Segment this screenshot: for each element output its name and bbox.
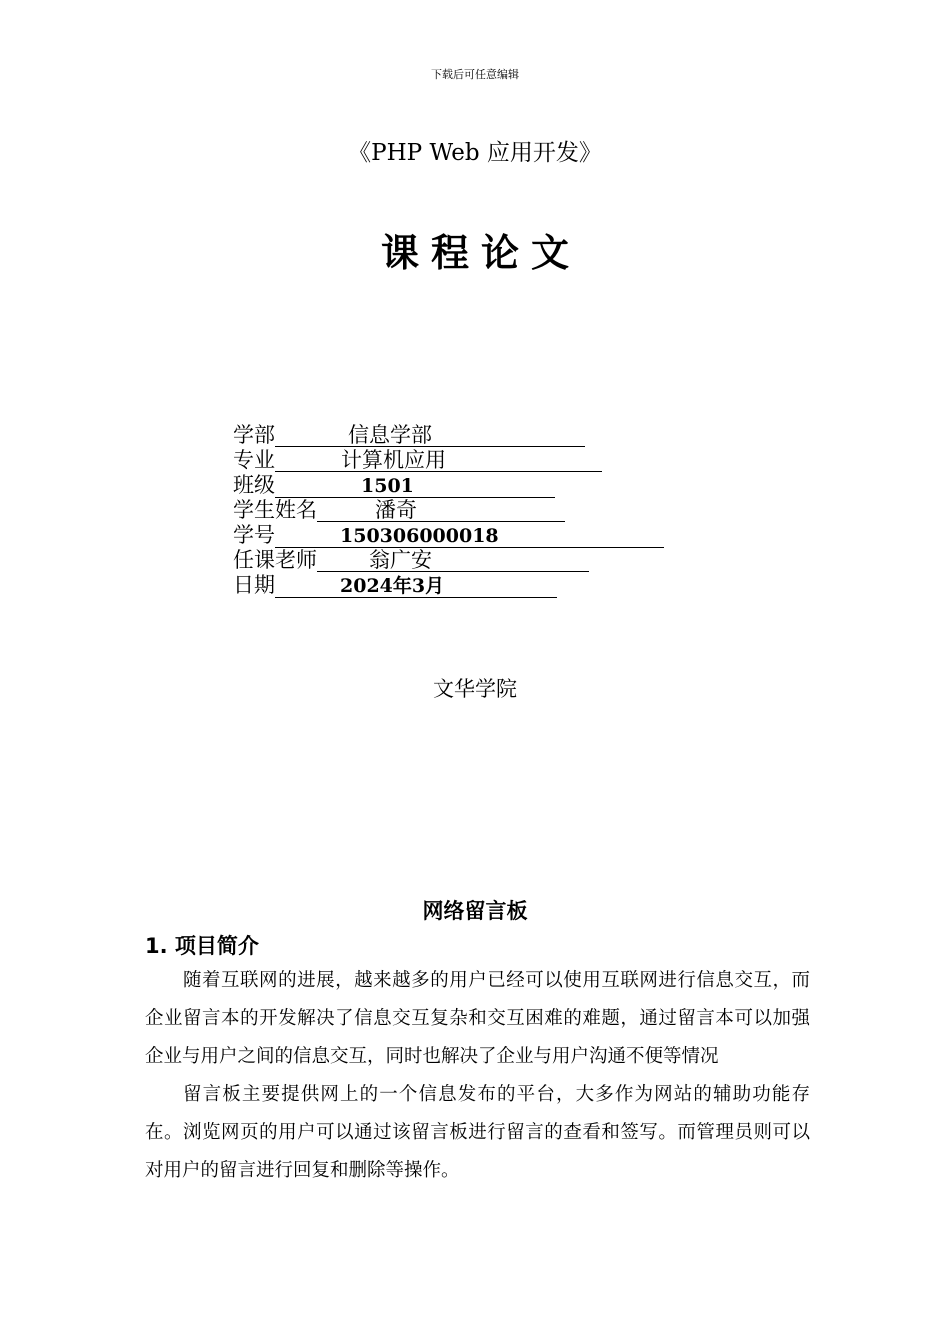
- major-value: 计算机应用: [275, 449, 602, 472]
- course-title: 《PHP Web 应用开发》: [348, 140, 602, 166]
- info-row-date: [233, 573, 664, 598]
- student-name-label: 学生姓名: [233, 498, 317, 522]
- department-value: 信息学部: [275, 424, 585, 447]
- department-label: 学部: [233, 423, 275, 447]
- teacher-label: 任课老师: [233, 548, 317, 572]
- class-label: 班级: [233, 473, 275, 497]
- student-name-value: 潘奇: [317, 499, 565, 522]
- info-row-teacher: [233, 548, 664, 573]
- info-row-class: [233, 473, 664, 498]
- college-name: 文华学院: [433, 677, 517, 701]
- info-row-student-id: [233, 523, 664, 548]
- info-row-department: [233, 423, 664, 448]
- student-id-value: 150306000018: [275, 525, 664, 548]
- student-info-block: [233, 423, 664, 598]
- subsection-title: 1. 项目简介: [145, 934, 259, 958]
- document-title: 课程论文: [380, 231, 581, 275]
- teacher-value: 翁广安: [317, 549, 589, 572]
- major-label: 专业: [233, 448, 275, 472]
- section-title: 网络留言板: [422, 899, 528, 923]
- date-value: 2024年3月: [275, 575, 557, 598]
- paragraph-features: 留言板主要提供网上的一个信息发布的平台，大多作为网站的辅助功能存在。浏览网页的用户可以通过该留言板进行留言的查看和签写。而管理员则可以对用户的留言进行回复和删除等操作。: [145, 1084, 810, 1181]
- info-row-student-name: [233, 498, 664, 523]
- info-row-major: [233, 448, 664, 473]
- class-value: 1501: [275, 475, 555, 498]
- page-header-note: 下载后可任意编辑: [431, 68, 519, 81]
- student-id-label: 学号: [233, 523, 275, 547]
- date-label: 日期: [233, 573, 275, 597]
- paragraph-intro: 随着互联网的进展，越来越多的用户已经可以使用互联网进行信息交互，而企业留言本的开发解决了信息交互复杂和交互困难的难题，通过留言本可以加强企业与用户之间的信息交互，同时也解决了企业与用户沟通不便等情况: [145, 970, 810, 1067]
